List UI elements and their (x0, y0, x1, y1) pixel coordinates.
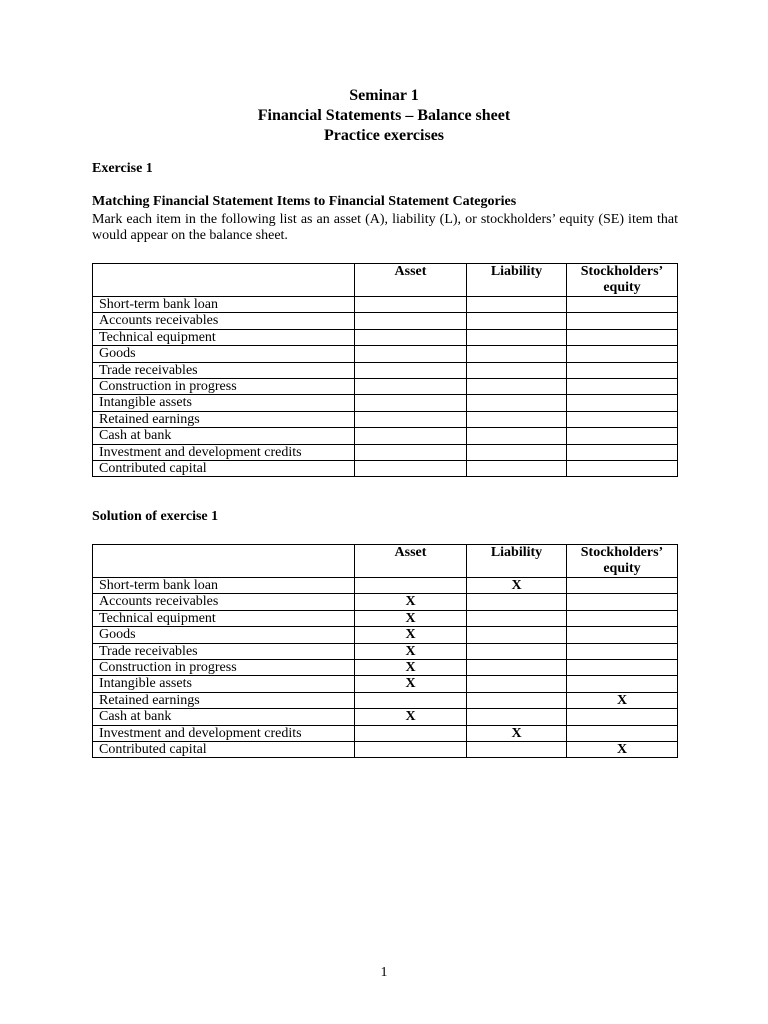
item-cell: Intangible assets (93, 395, 355, 411)
table-row (93, 676, 678, 692)
item-cell: Technical equipment (93, 329, 355, 345)
equity-cell[interactable] (567, 313, 678, 329)
item-cell: Investment and development credits (93, 725, 355, 741)
table-row (93, 378, 678, 394)
liability-cell[interactable] (467, 297, 567, 313)
equity-cell[interactable] (567, 460, 678, 476)
item-cell: Contributed capital (93, 741, 355, 757)
equity-mark-cell (567, 594, 678, 610)
asset-mark-cell (355, 692, 467, 708)
table-row (93, 362, 678, 378)
table-header-row (93, 545, 678, 578)
asset-cell[interactable] (355, 362, 467, 378)
item-cell: Investment and development credits (93, 444, 355, 460)
item-cell: Contributed capital (93, 460, 355, 476)
table-row (93, 346, 678, 362)
item-cell: Retained earnings (93, 411, 355, 427)
asset-cell[interactable] (355, 444, 467, 460)
asset-cell[interactable] (355, 297, 467, 313)
item-cell: Trade receivables (93, 362, 355, 378)
equity-mark-cell (567, 709, 678, 725)
asset-cell[interactable] (355, 378, 467, 394)
item-cell: Intangible assets (93, 676, 355, 692)
liability-mark-cell (467, 692, 567, 708)
item-cell: Construction in progress (93, 378, 355, 394)
table-row (93, 395, 678, 411)
table-row (93, 741, 678, 757)
table-row (93, 610, 678, 626)
liability-mark-cell (467, 594, 567, 610)
equity-cell[interactable] (567, 329, 678, 345)
header-equity: Stockholders’ equity (567, 545, 678, 578)
table-row (93, 428, 678, 444)
liability-mark-cell (467, 610, 567, 626)
table-row (93, 692, 678, 708)
item-cell: Retained earnings (93, 692, 355, 708)
table-row (93, 578, 678, 594)
liability-mark-cell: X (467, 725, 567, 741)
solution-heading: Solution of exercise 1 (92, 509, 219, 524)
equity-cell[interactable] (567, 395, 678, 411)
title-line-1: Seminar 1 (349, 87, 419, 104)
title-line-2: Financial Statements – Balance sheet (257, 107, 511, 124)
liability-cell[interactable] (467, 411, 567, 427)
table-row (93, 297, 678, 313)
liability-mark-cell (467, 643, 567, 659)
item-cell: Short-term bank loan (93, 297, 355, 313)
header-liability: Liability (467, 264, 567, 297)
liability-cell[interactable] (467, 428, 567, 444)
asset-cell[interactable] (355, 395, 467, 411)
equity-cell[interactable] (567, 346, 678, 362)
equity-mark-cell (567, 643, 678, 659)
asset-mark-cell: X (355, 643, 467, 659)
equity-cell[interactable] (567, 411, 678, 427)
equity-mark-cell (567, 610, 678, 626)
table-row (93, 725, 678, 741)
liability-mark-cell: X (467, 578, 567, 594)
document-title (0, 86, 768, 146)
asset-cell[interactable] (355, 411, 467, 427)
table-row (93, 460, 678, 476)
liability-mark-cell (467, 627, 567, 643)
equity-mark-cell (567, 659, 678, 675)
liability-cell[interactable] (467, 313, 567, 329)
equity-mark-cell: X (567, 741, 678, 757)
equity-mark-cell (567, 578, 678, 594)
equity-cell[interactable] (567, 444, 678, 460)
item-cell: Accounts receivables (93, 594, 355, 610)
table-row (93, 643, 678, 659)
table-row (93, 329, 678, 345)
table-row (93, 411, 678, 427)
asset-mark-cell (355, 741, 467, 757)
item-cell: Trade receivables (93, 643, 355, 659)
asset-mark-cell (355, 578, 467, 594)
header-item (93, 545, 355, 578)
liability-mark-cell (467, 676, 567, 692)
asset-mark-cell: X (355, 659, 467, 675)
header-equity: Stockholders’ equity (567, 264, 678, 297)
item-cell: Short-term bank loan (93, 578, 355, 594)
header-item (93, 264, 355, 297)
liability-mark-cell (467, 741, 567, 757)
liability-mark-cell (467, 709, 567, 725)
liability-cell[interactable] (467, 395, 567, 411)
table-header-row (93, 264, 678, 297)
asset-cell[interactable] (355, 428, 467, 444)
asset-mark-cell: X (355, 627, 467, 643)
asset-mark-cell: X (355, 709, 467, 725)
asset-cell[interactable] (355, 313, 467, 329)
equity-cell[interactable] (567, 378, 678, 394)
asset-mark-cell: X (355, 594, 467, 610)
item-cell: Technical equipment (93, 610, 355, 626)
item-cell: Cash at bank (93, 428, 355, 444)
liability-cell[interactable] (467, 362, 567, 378)
page-number: 1 (380, 965, 388, 980)
table-row (93, 594, 678, 610)
title-line-3: Practice exercises (323, 127, 445, 144)
exercise-instructions: Mark each item in the following list as an asset (A), liability (L), or stockholders’ equity (SE) item that would appear on the balance sheet. (92, 212, 678, 243)
item-cell: Goods (93, 346, 355, 362)
item-cell: Construction in progress (93, 659, 355, 675)
header-asset: Asset (355, 264, 467, 297)
exercise-heading: Exercise 1 (92, 161, 153, 176)
table-row (93, 444, 678, 460)
solution-table (92, 544, 678, 758)
equity-cell[interactable] (567, 297, 678, 313)
header-liability: Liability (467, 545, 567, 578)
table-row (93, 709, 678, 725)
item-cell: Cash at bank (93, 709, 355, 725)
equity-mark-cell (567, 725, 678, 741)
equity-mark-cell (567, 627, 678, 643)
equity-mark-cell: X (567, 692, 678, 708)
equity-cell[interactable] (567, 428, 678, 444)
liability-cell[interactable] (467, 378, 567, 394)
asset-mark-cell (355, 725, 467, 741)
asset-cell[interactable] (355, 329, 467, 345)
header-asset: Asset (355, 545, 467, 578)
asset-cell[interactable] (355, 460, 467, 476)
table-row (93, 659, 678, 675)
asset-mark-cell: X (355, 676, 467, 692)
equity-mark-cell (567, 676, 678, 692)
liability-cell[interactable] (467, 329, 567, 345)
exercise-subheading: Matching Financial Statement Items to Financial Statement Categories (92, 194, 517, 209)
liability-cell[interactable] (467, 444, 567, 460)
liability-cell[interactable] (467, 346, 567, 362)
item-cell: Goods (93, 627, 355, 643)
asset-cell[interactable] (355, 346, 467, 362)
liability-cell[interactable] (467, 460, 567, 476)
item-cell: Accounts receivables (93, 313, 355, 329)
table-row (93, 627, 678, 643)
liability-mark-cell (467, 659, 567, 675)
exercise-table (92, 263, 678, 477)
equity-cell[interactable] (567, 362, 678, 378)
asset-mark-cell: X (355, 610, 467, 626)
table-row (93, 313, 678, 329)
